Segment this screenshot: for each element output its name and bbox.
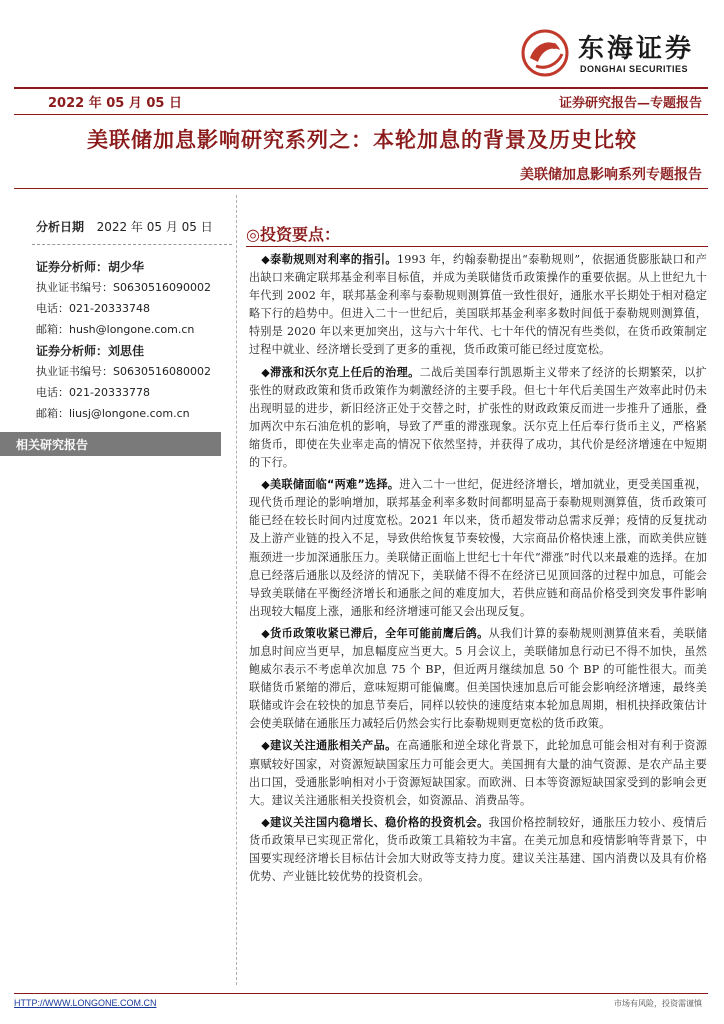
footer-disclaimer: 市场有风险，投资需谨慎 <box>614 999 702 1008</box>
analyst-phone: 电话：021-20333748 <box>36 302 150 315</box>
analyst-license: 执业证书编号：S0630516080002 <box>36 365 211 378</box>
related-reports-bar <box>0 432 221 456</box>
key-point <box>249 625 707 734</box>
key-point-text: 从我们计算的泰勒规则测算值来看，美联储加息时间应当更早，加息幅度应当更大。5 月会议上，美联储加息行动已不得不加快，虽然鲍威尔表示不考虑单次加息 75 个 BP，但近两月继续加息 50 个 BP 的可能性很大。而美联储货币紧缩的滞后，意味短期可能偏鹰。但美国快速加息后可能会影响经济增速，最终美联储或许会在较快的加息节奏后，同样以较快的速度结束本轮加息周期，相机抉择政策估计会使美联储在通胀压力减轻后仍然会实行比泰勒规则更宽松的货币政策。 <box>249 626 707 731</box>
analyst-name: 证券分析师：胡少华 <box>36 260 145 274</box>
key-point-lead: ◆泰勒规则对利率的指引。 <box>261 253 397 266</box>
key-point-text: 1993 年，约翰泰勒提出“泰勒规则”，依据通货膨胀缺口和产出缺口来确定联邦基金利率目标值，并成为美联储货币政策操作的重要依据。从上世纪九十年代到 2002 年，联邦基金利率与泰勒规则测算值一致性很好，通胀水平长期处于相对稳定略下行的趋势中。但进入二十一世纪后，美国联邦基金利率多数时间低于泰勒规则测算值，特别是 2020 年以来更加突出，这与六十年代、七十年代的情况有些类似，在货币政策制定过程中就业、经济增长受到了更多的重视，货币政策可能已经过度宽松。 <box>249 253 707 357</box>
title-divider <box>14 188 708 189</box>
analysis-date <box>36 218 213 235</box>
header-divider <box>14 114 708 115</box>
analysis-date-label: 分析日期 <box>36 220 85 234</box>
sidebar-divider <box>32 244 232 246</box>
analyst-email[interactable]: 邮箱：hush@longone.com.cn <box>36 323 195 336</box>
report-type: 证券研究报告—专题报告 <box>558 96 702 111</box>
top-divider <box>14 87 708 89</box>
page-title: 美联储加息影响研究系列之：本轮加息的背景及历史比较 <box>87 127 637 152</box>
analyst-phone: 电话：021-20333778 <box>36 386 150 399</box>
key-point-text: 二战后美国奉行凯恩斯主义带来了经济的长期繁荣，以扩张性的财政政策和货币政策作为刺激经济的主要手段。但七十年代后美国生产效率此时仍未出现明显的进步，新旧经济正处于交替之时，扩张性的财政政策反而进一步推升了通胀，叠加两次中东石油危机的影响，导致了严重的滞涨现象。沃尔克上任后奉行货币主义，严格紧缩货币，即使在失业率走高的情况下依然坚持，并获得了成功，其代价是经济增速在中短期的下行。 <box>249 365 707 470</box>
key-points-heading: ◎投资要点： <box>246 225 340 244</box>
key-point <box>249 251 707 360</box>
analyst-name: 证券分析师：刘思佳 <box>36 344 145 358</box>
key-point-text: 进入二十一世纪，促进经济增长，增加就业，更受美国重视，现代货币理论的影响增加，联邦基金利率多数时间都明显高于泰勒规则测算值，货币政策可能已经在较长时间内过度宽松。2021 年以来，货币超发带动总需求反弹；疫情的反复扰动及上游产业链的投入不足，导致供给恢复节奏较慢，大宗商品价格快速上涨，而欧美供应链瓶颈进一步加深通胀压力。美联储正面临上世纪七十年代“滞涨”时代以来最难的选择。在加息已经落后通胀以及经济的情况下，美联储不得不在经济已见顶回落的过程中加息，可能会导致美联储在平衡经济增长和通胀之间的难度加大，若供应链和商品价格受到突发事件影响出现较大幅度上涨，通胀和经济增速可能又会出现反复。 <box>249 478 708 618</box>
key-point-lead: ◆美联储面临“两难”选择。 <box>261 478 400 492</box>
key-point-lead: ◆货币政策收紧已滞后，全年可能前鹰后鸽。 <box>261 626 489 640</box>
logo-name-en: DONGHAI SECURITIES <box>580 64 689 74</box>
page-subtitle: 美联储加息影响系列专题报告 <box>520 167 702 183</box>
logo-name-cn: 东海证券 <box>578 34 695 64</box>
key-point-text: 我国价格控制较好，通胀压力较小、疫情后货币政策早已实现正常化，货币政策工具箱较为丰富。在美元加息和疫情影响等背景下，中国要实现经济增长目标估计会加大财政等支持力度。建议关注基建、国内消费以及具有价格优势、产业链比较优势的投资机会。 <box>249 815 707 884</box>
company-logo <box>516 24 706 84</box>
key-points-divider <box>246 246 708 247</box>
logo-emblem-icon <box>516 24 574 82</box>
column-divider <box>236 195 237 985</box>
footer-website-link[interactable]: HTTP://WWW.LONGONE.COM.CN <box>14 998 157 1008</box>
related-reports-label: 相关研究报告 <box>16 438 89 452</box>
key-point <box>249 364 707 473</box>
key-point <box>249 737 707 809</box>
analysis-date-value: 2022 年 05 月 05 日 <box>96 220 213 234</box>
key-point-lead: ◆滞涨和沃尔克上任后的治理。 <box>261 365 420 379</box>
key-point-lead: ◆建议关注国内稳增长、稳价格的投资机会。 <box>261 815 489 829</box>
key-points-body <box>249 251 707 890</box>
footer-divider <box>14 993 708 994</box>
key-point <box>249 814 707 886</box>
key-point-text: 在高通胀和逆全球化背景下，此轮加息可能会相对有利于资源禀赋较好国家，对资源短缺国家压力可能会更大。美国拥有大量的油气资源、是农产品主要出口国，受通胀影响相对小于资源短缺国家。而欧洲、日本等资源短缺国家受到的影响会更大。建议关注通胀相关投资机会，如资源品、消费品等。 <box>249 739 708 807</box>
analyst-email[interactable]: 邮箱：liusj@longone.com.cn <box>36 407 190 420</box>
report-date: 2022 年 05 月 05 日 <box>48 96 182 111</box>
key-point <box>249 476 707 621</box>
key-point-lead: ◆建议关注通胀相关产品。 <box>261 739 397 753</box>
analyst-license: 执业证书编号：S0630516090002 <box>36 281 211 294</box>
